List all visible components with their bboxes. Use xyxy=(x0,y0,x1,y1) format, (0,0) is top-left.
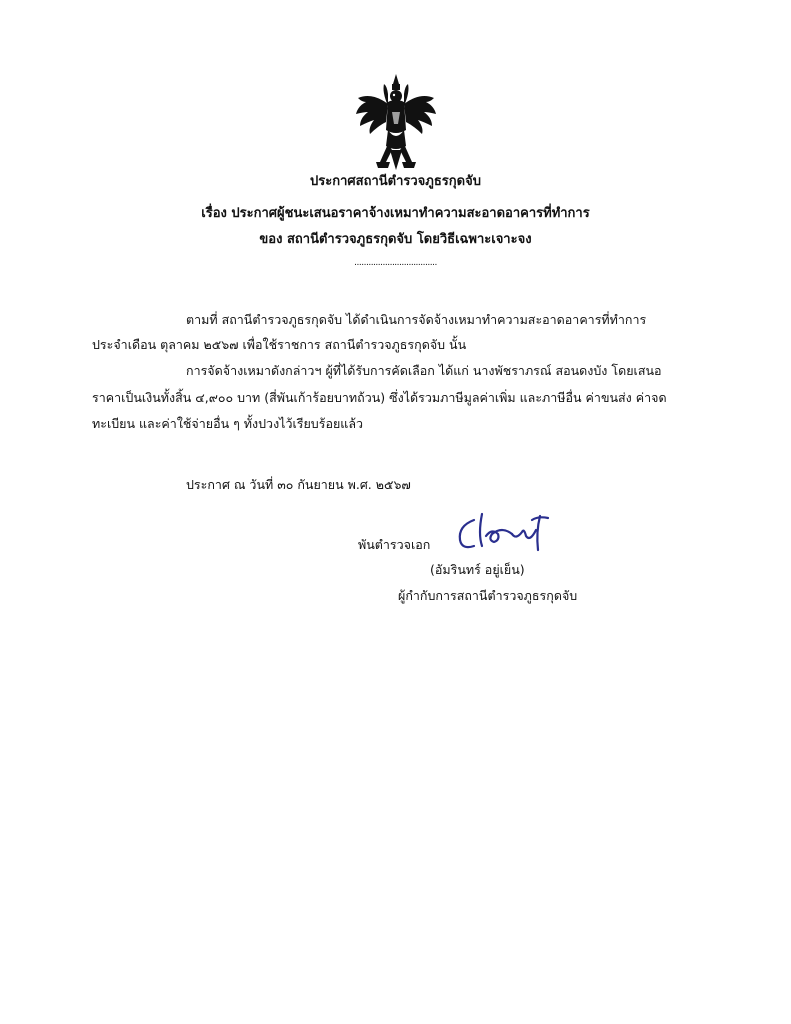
announcement-title: ประกาศสถานีตำรวจภูธรกุดจับ xyxy=(310,174,481,189)
signer-position: ผู้กำกับการสถานีตำรวจภูธรกุดจับ xyxy=(398,588,578,603)
signer-name: (อัมรินทร์ อยู่เย็น) xyxy=(430,562,525,577)
header-divider: ................................... xyxy=(354,258,437,268)
announcement-subject: เรื่อง ประกาศผู้ชนะเสนอราคาจ้างเหมาทำความสะอาดอาคารที่ทำการ xyxy=(201,206,590,221)
announcement-date: ประกาศ ณ วันที่ ๓๐ กันยายน พ.ศ. ๒๕๖๗ xyxy=(186,477,411,492)
signer-rank: พันตำรวจเอก xyxy=(358,537,431,552)
paragraph-2-line-2: ราคาเป็นเงินทั้งสิ้น ๔,๙๐๐ บาท (สี่พันเก้าร้อยบาทถ้วน) ซึ่งได้รวมภาษีมูลค่าเพิ่ม และภาษีอื่น ค่าขนส่ง ค่าจด xyxy=(92,390,667,405)
garuda-emblem-icon xyxy=(352,72,440,172)
announcement-subject-continued: ของ สถานีตำรวจภูธรกุดจับ โดยวิธีเฉพาะเจาะจง xyxy=(259,232,532,247)
paragraph-2-line-1: การจัดจ้างเหมาดังกล่าวฯ ผู้ที่ได้รับการคัดเลือก ได้แก่ นางพัชราภรณ์ สอนดงบัง โดยเสนอ xyxy=(186,363,662,378)
handwritten-signature xyxy=(452,510,556,558)
paragraph-2-line-3: ทะเบียน และค่าใช้จ่ายอื่น ๆ ทั้งปวงไว้เรียบร้อยแล้ว xyxy=(92,416,364,431)
paragraph-1-line-1: ตามที่ สถานีตำรวจภูธรกุดจับ ได้ดำเนินการจัดจ้างเหมาทำความสะอาดอาคารที่ทำการ xyxy=(186,312,647,327)
paragraph-1-line-2: ประจำเดือน ตุลาคม ๒๕๖๗ เพื่อใช้ราชการ สถานีตำรวจภูธรกุดจับ นั้น xyxy=(92,337,467,352)
